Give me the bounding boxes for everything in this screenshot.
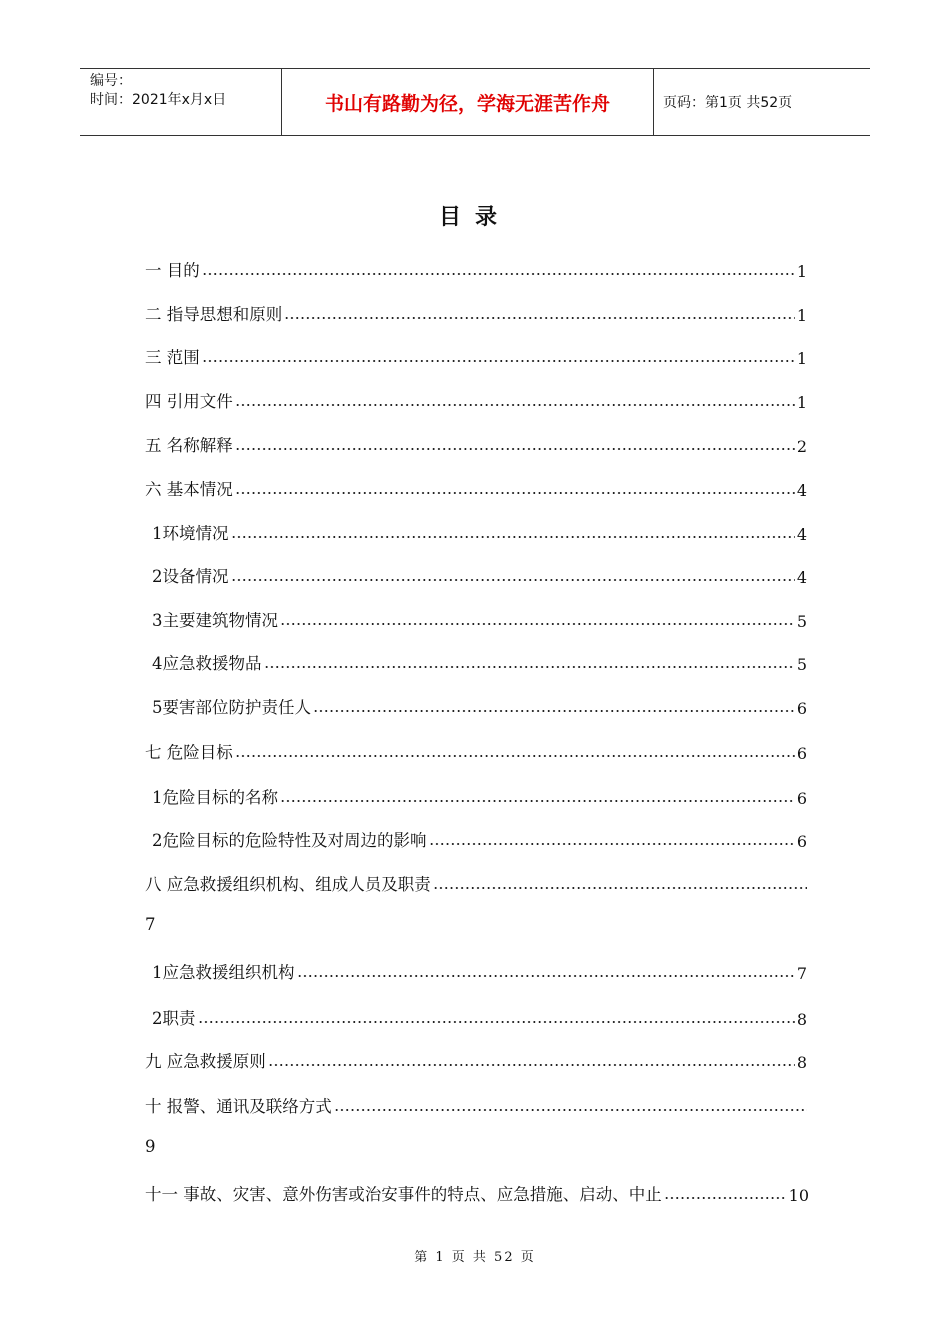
header-table xyxy=(80,68,870,136)
toc-leader-dots xyxy=(198,1020,795,1024)
toc-page-number: 1 xyxy=(796,393,807,412)
toc-entry-label: 2职责 xyxy=(152,1009,196,1028)
page-title: 目录 xyxy=(438,205,511,230)
toc-leader-dots xyxy=(280,799,795,803)
toc-subentry[interactable] xyxy=(152,648,807,674)
motto-text: 书山有路勤为径，学海无涯苦作舟 xyxy=(324,92,610,115)
toc-leader-dots xyxy=(231,578,795,582)
toc-page-number: 6 xyxy=(796,832,807,851)
toc-leader-dots xyxy=(284,316,795,320)
toc-entry[interactable] xyxy=(145,386,807,412)
toc-leader-dots xyxy=(235,754,795,758)
toc-entry[interactable] xyxy=(145,1179,809,1205)
toc-entry-label: 六 基本情况 xyxy=(145,480,233,499)
toc-entry-label: 二 指导思想和原则 xyxy=(145,305,283,324)
toc-entry[interactable] xyxy=(145,299,807,325)
toc-entry-label: 八 应急救援组织机构、组成人员及职责 xyxy=(145,875,431,894)
toc-entry[interactable] xyxy=(145,869,807,895)
toc-page-number: 1 xyxy=(796,349,807,368)
toc-page-number: 6 xyxy=(796,744,807,763)
time-label: 时间：2021年x月x日 xyxy=(90,92,227,108)
toc-entry[interactable] xyxy=(145,737,807,763)
toc-page-number: 1 xyxy=(796,306,807,325)
toc-leader-dots xyxy=(264,665,795,669)
toc-leader-dots xyxy=(235,447,795,451)
toc-entry-label: 九 应急救援原则 xyxy=(145,1052,266,1071)
toc-subentry[interactable] xyxy=(152,782,807,808)
toc-leader-dots xyxy=(202,272,795,276)
toc-page-number: 4 xyxy=(796,525,807,544)
toc-entry-label: 5要害部位防护责任人 xyxy=(152,698,311,717)
toc-entry[interactable] xyxy=(145,342,807,368)
toc-entry-label: 十 报警、通讯及联络方式 xyxy=(145,1097,332,1116)
toc-entry-label: 七 危险目标 xyxy=(145,743,233,762)
toc-entry[interactable] xyxy=(145,474,807,500)
toc-subentry[interactable] xyxy=(152,957,807,983)
toc-entry[interactable] xyxy=(145,1046,807,1072)
toc-entry-label: 2设备情况 xyxy=(152,567,229,586)
toc-leader-dots xyxy=(433,886,807,890)
toc-leader-dots xyxy=(268,1063,795,1067)
toc-entry-label: 五 名称解释 xyxy=(145,436,233,455)
toc-subentry[interactable] xyxy=(152,825,807,851)
toc-leader-dots xyxy=(334,1108,807,1112)
toc-page-number: 7 xyxy=(796,964,807,983)
page-info-text: 页码：第1页 共52页 xyxy=(663,95,793,111)
toc-page-number: 4 xyxy=(796,568,807,587)
toc-subentry[interactable] xyxy=(152,1003,807,1029)
toc-entry-label: 1危险目标的名称 xyxy=(152,788,278,807)
toc-subentry[interactable] xyxy=(152,692,807,718)
toc-leader-dots xyxy=(202,359,795,363)
toc-subentry[interactable] xyxy=(152,605,807,631)
motto-cell xyxy=(282,69,654,135)
toc-page-number: 1 xyxy=(796,262,807,281)
page-info-cell xyxy=(654,69,870,135)
toc-entry-label: 1环境情况 xyxy=(152,524,229,543)
toc-entry-label: 2危险目标的危险特性及对周边的影响 xyxy=(152,831,427,850)
page-footer: 第 1 页 共 52 页 xyxy=(414,1250,536,1265)
toc-entry-label: 1应急救援组织机构 xyxy=(152,963,295,982)
toc-entry-label: 一 目的 xyxy=(145,261,200,280)
toc-entry-label: 3主要建筑物情况 xyxy=(152,611,278,630)
header-meta-cell xyxy=(80,69,282,135)
toc-page-number: 6 xyxy=(796,789,807,808)
toc-page-number: 5 xyxy=(796,612,807,631)
toc-leader-dots xyxy=(231,535,795,539)
toc-leader-dots xyxy=(664,1196,787,1200)
toc-leader-dots xyxy=(280,622,795,626)
toc-page-number-wrapped: 7 xyxy=(145,915,156,934)
toc-page-number-wrapped: 9 xyxy=(145,1137,156,1156)
toc-entry-label: 四 引用文件 xyxy=(145,392,233,411)
toc-page-number: 5 xyxy=(796,655,807,674)
toc-subentry[interactable] xyxy=(152,518,807,544)
toc-entry-label: 三 范围 xyxy=(145,348,200,367)
toc-page-number: 4 xyxy=(796,481,807,500)
toc-entry[interactable] xyxy=(145,430,807,456)
toc-leader-dots xyxy=(429,842,795,846)
toc-entry[interactable] xyxy=(145,255,807,281)
toc-page-number: 8 xyxy=(796,1010,807,1029)
toc-page-number: 6 xyxy=(796,699,807,718)
toc-leader-dots xyxy=(297,974,795,978)
toc-entry[interactable] xyxy=(145,1091,807,1117)
number-label: 编号： xyxy=(90,73,132,89)
toc-leader-dots xyxy=(313,709,795,713)
toc-page-number: 8 xyxy=(796,1053,807,1072)
toc-leader-dots xyxy=(235,491,795,495)
toc-subentry[interactable] xyxy=(152,561,807,587)
toc-page-number: 10 xyxy=(788,1186,809,1205)
toc-leader-dots xyxy=(235,403,795,407)
toc-entry-label: 十一 事故、灾害、意外伤害或治安事件的特点、应急措施、启动、中止 xyxy=(145,1185,662,1204)
toc-entry-label: 4应急救援物品 xyxy=(152,654,262,673)
toc-page-number: 2 xyxy=(796,437,807,456)
